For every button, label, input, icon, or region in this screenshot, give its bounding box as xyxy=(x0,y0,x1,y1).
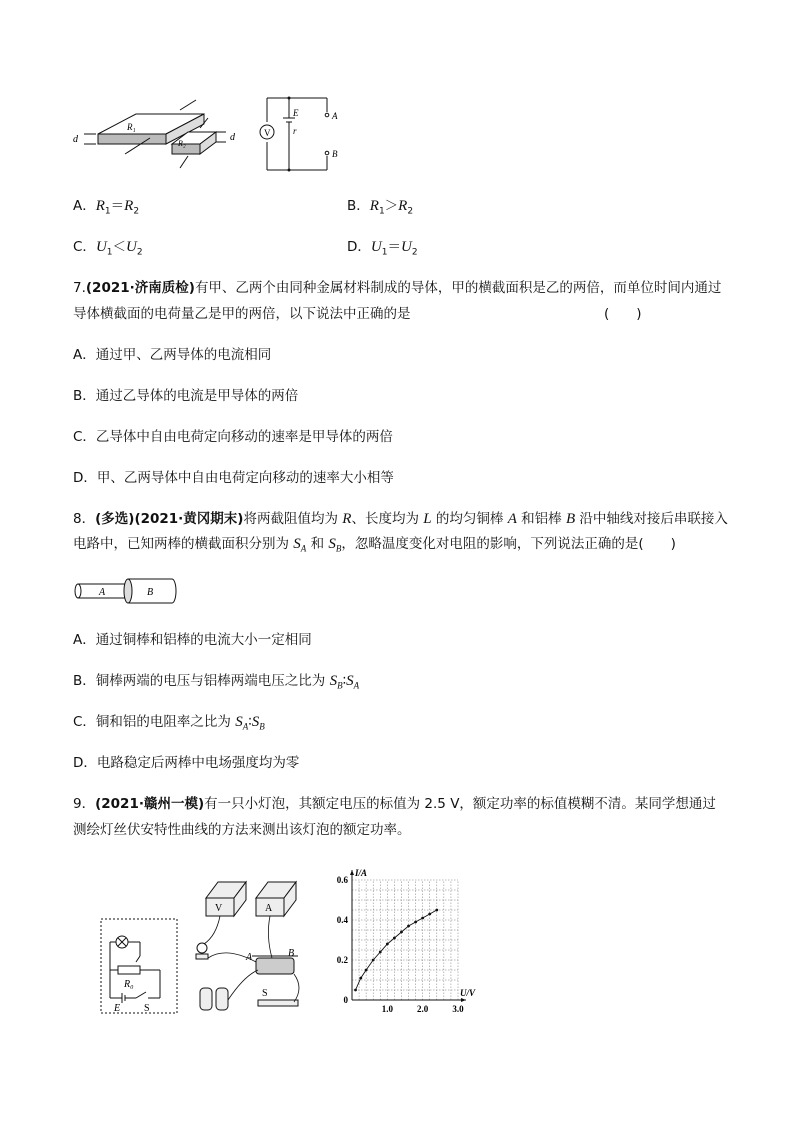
switch-label: S xyxy=(262,988,268,999)
resistor-blocks-figure xyxy=(70,98,245,178)
x-tick-label: 2.0 xyxy=(417,1004,429,1014)
q9-apparatus xyxy=(186,876,316,1014)
voltmeter-label: V xyxy=(215,903,223,914)
x-tick-label: 3.0 xyxy=(452,1004,464,1014)
y-axis-arrow xyxy=(350,870,354,875)
rod-a-label: A xyxy=(99,587,106,598)
circuit-figure xyxy=(255,94,350,176)
x-axis-label: U/V xyxy=(460,988,476,998)
q8-stem-line2: 电路中，已知两棒的横截面积分别为 $S_A$ 和 $S_B$，忽略温度变化对电阻的影响，下列说法正确的是( ) xyxy=(73,536,676,554)
data-point xyxy=(365,969,368,972)
rod-b-label: B xyxy=(147,587,154,598)
q7-option-c[interactable]: C．乙导体中自由电荷定向移动的速率是甲导体的两倍 xyxy=(73,429,393,445)
q7-option-d[interactable]: D．甲、乙两导体中自由电荷定向移动的速率大小相等 xyxy=(73,470,394,486)
emf-label: E xyxy=(293,108,299,118)
r1-label: R₁ xyxy=(127,122,136,132)
rheostat-b-label: B xyxy=(288,948,295,959)
q9-stem-line2: 测绘灯丝伏安特性曲线的方法来测出该灯泡的额定功率。 xyxy=(73,822,411,838)
data-point xyxy=(359,977,362,980)
data-point xyxy=(435,909,438,912)
q7-answer-paren: ( ) xyxy=(604,306,642,322)
data-point xyxy=(379,951,382,954)
rod-figure xyxy=(72,576,180,606)
data-point xyxy=(386,943,389,946)
q7-option-b[interactable]: B．通过乙导体的电流是甲导体的两倍 xyxy=(73,388,299,404)
y-tick-label: 0 xyxy=(343,995,348,1005)
chart-marks xyxy=(354,909,438,992)
terminal-b-label: B xyxy=(332,149,338,159)
ammeter-label: A xyxy=(265,903,273,914)
q8-option-b[interactable]: B．铜棒两端的电压与铝棒两端电压之比为 $S_B∶S_A$ xyxy=(73,673,360,691)
r2-label: R₂ xyxy=(178,139,186,148)
q8-option-c[interactable]: C．铜和铝的电阻率之比为 $S_A∶S_B$ xyxy=(73,714,265,732)
data-point xyxy=(354,989,357,992)
voltmeter-label: V xyxy=(264,128,271,138)
q6-option-b[interactable]: B．$R_1>R_2$ xyxy=(347,198,414,217)
s-label: S xyxy=(144,1003,150,1014)
q7-stem-line2: 导体横截面的电荷量乙是甲的两倍，以下说法中正确的是 xyxy=(73,306,411,322)
q6-option-d[interactable]: D．$U_1=U_2$ xyxy=(347,239,418,258)
q8-stem-line1: 8．(多选)(2021·黄冈期末)将两截阻值均为 R、长度均为 L 的均匀铜棒 A 和铝棒 B 沿中轴线对接后串联接入 xyxy=(73,511,728,527)
data-point xyxy=(428,913,431,916)
x-tick-label: 1.0 xyxy=(381,1004,393,1014)
e-label: E xyxy=(114,1003,121,1014)
q8-option-d[interactable]: D．电路稳定后两棒中电场强度均为零 xyxy=(73,755,300,771)
data-point xyxy=(414,921,417,924)
q8-option-a[interactable]: A．通过铜棒和铝棒的电流大小一定相同 xyxy=(73,632,312,648)
d-label-left: d xyxy=(73,134,78,145)
y-tick-label: 0.6 xyxy=(336,875,348,885)
d-label-right: d xyxy=(230,132,235,143)
q6-option-c[interactable]: C．$U_1<U_2$ xyxy=(73,239,143,258)
y-axis-label: I/A xyxy=(355,868,368,878)
data-point xyxy=(421,917,424,920)
iu-chart xyxy=(330,862,480,1020)
data-point xyxy=(393,937,396,940)
q7-stem-line1: 7.(2021·济南质检)有甲、乙两个由同种金属材料制成的导体，甲的横截面积是乙的两倍，而单位时间内通过 xyxy=(73,280,722,296)
data-point xyxy=(407,925,410,928)
y-tick-label: 0.2 xyxy=(336,955,348,965)
data-point xyxy=(372,959,375,962)
rheostat-a-label: A xyxy=(246,952,253,963)
q6-option-a[interactable]: A．$R_1=R_2$ xyxy=(73,198,140,217)
data-point xyxy=(400,931,403,934)
internal-r-label: r xyxy=(293,126,297,136)
terminal-a-label: A xyxy=(332,111,338,121)
chart-grid xyxy=(352,880,458,1000)
q9-circuit-schematic xyxy=(100,918,178,1014)
r0-label: R₀ xyxy=(124,979,134,990)
x-axis-arrow xyxy=(461,998,466,1002)
y-tick-label: 0.4 xyxy=(336,915,348,925)
q7-option-a[interactable]: A．通过甲、乙两导体的电流相同 xyxy=(73,347,272,363)
q9-stem-line1: 9．(2021·赣州一模)有一只小灯泡，其额定电压的标值为 2.5 V，额定功率的标值模糊不清。某同学想通过 xyxy=(73,796,716,812)
